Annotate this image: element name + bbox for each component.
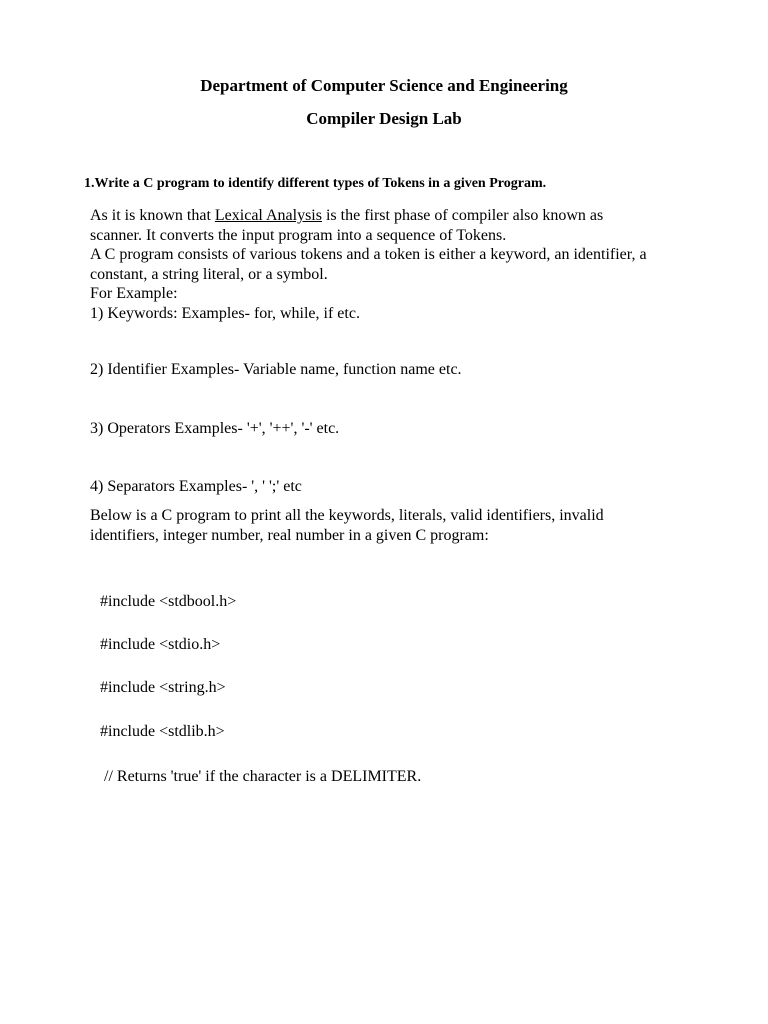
operators-example: 3) Operators Examples- '+', '++', '-' etc. — [90, 420, 340, 437]
delimiter-comment: // Returns 'true' if the character is a DELIMITER. — [104, 768, 422, 785]
include-string: #include <string.h> — [100, 679, 226, 696]
lexical-analysis-link[interactable]: Lexical Analysis — [214, 207, 322, 224]
keywords-example: 1) Keywords: Examples- for, while, if etc. — [90, 304, 360, 322]
separators-example: 4) Separators Examples- ', ' ';' etc — [90, 478, 302, 495]
intro-line-3: A C program consists of various tokens and a token is either a keyword, an identifier, a — [90, 246, 647, 263]
identifier-example: 2) Identifier Examples- Variable name, function name etc. — [90, 361, 462, 378]
intro-line-2: scanner. It converts the input program into a sequence of Tokens. — [90, 226, 507, 244]
lab-heading: Compiler Design Lab — [306, 109, 462, 128]
intro-line-1-pre: As it is known that — [90, 207, 215, 224]
intro-line-1 — [90, 206, 690, 226]
intro-line-5: For Example: — [90, 285, 178, 302]
intro-line-4: constant, a string literal, or a symbol. — [90, 265, 328, 283]
include-stdbool: #include <stdbool.h> — [100, 593, 237, 610]
include-stdlib: #include <stdlib.h> — [100, 723, 225, 740]
department-heading: Department of Computer Science and Engineering — [200, 76, 568, 95]
intro-paragraph — [90, 206, 690, 323]
program-description-line-2: identifiers, integer number, real number in a given C program: — [90, 526, 489, 544]
program-description — [90, 506, 690, 545]
include-stdio: #include <stdio.h> — [100, 636, 221, 653]
program-description-line-1: Below is a C program to print all the keywords, literals, valid identifiers, invalid — [90, 507, 604, 524]
intro-line-1-post: is the first phase of compiler also known as — [321, 207, 604, 224]
question-text: 1.Write a C program to identify different types of Tokens in a given Program. — [84, 176, 547, 191]
